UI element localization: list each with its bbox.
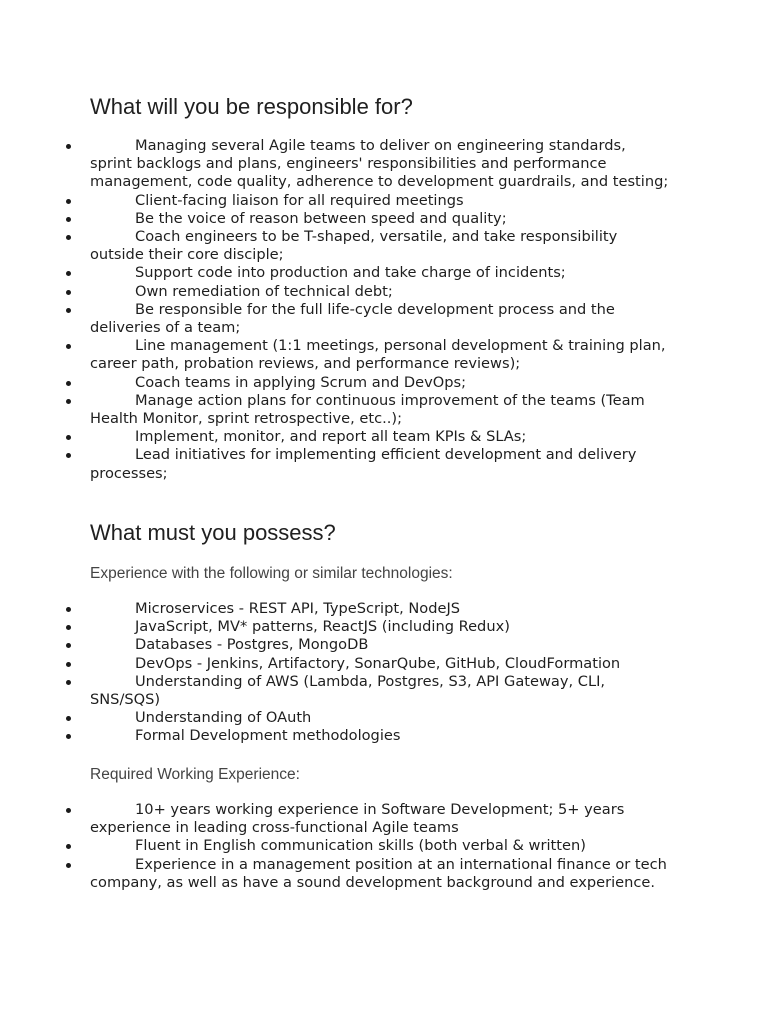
bullet-icon — [66, 290, 71, 295]
experience-list — [0, 801, 768, 892]
bullet-icon — [66, 217, 71, 222]
bullet-icon — [66, 271, 71, 276]
bullet-icon — [66, 435, 71, 440]
bullet-icon — [66, 199, 71, 204]
technologies-intro: Experience with the following or similar technologies: — [90, 565, 453, 582]
list-item: Be responsible for the full life-cycle development process and the deliveries of a team; — [0, 301, 768, 337]
list-item: Manage action plans for continuous improvement of the teams (Team Health Monitor, sprint retrospective, etc..); — [0, 392, 768, 428]
list-item: JavaScript, MV* patterns, ReactJS (including Redux) — [0, 618, 768, 636]
responsibilities-list — [0, 137, 768, 483]
bullet-icon — [66, 844, 71, 849]
list-item: Own remediation of technical debt; — [0, 283, 768, 301]
list-item: Fluent in English communication skills (both verbal & written) — [0, 837, 768, 855]
bullet-icon — [66, 716, 71, 721]
list-item: Client-facing liaison for all required meetings — [0, 192, 768, 210]
experience-intro: Required Working Experience: — [90, 766, 300, 783]
list-item: Be the voice of reason between speed and quality; — [0, 210, 768, 228]
list-item: Understanding of OAuth — [0, 709, 768, 727]
list-item: Line management (1:1 meetings, personal development & training plan, career path, probation reviews, and performance reviews); — [0, 337, 768, 373]
bullet-icon — [66, 662, 71, 667]
list-item: DevOps - Jenkins, Artifactory, SonarQube, GitHub, CloudFormation — [0, 655, 768, 673]
list-item: Databases - Postgres, MongoDB — [0, 636, 768, 654]
bullet-icon — [66, 808, 71, 813]
bullet-icon — [66, 453, 71, 458]
bullet-icon — [66, 381, 71, 386]
bullet-icon — [66, 607, 71, 612]
list-item: 10+ years working experience in Software Development; 5+ years experience in leading cross-functional Agile teams — [0, 801, 768, 837]
bullet-icon — [66, 734, 71, 739]
list-item: Microservices - REST API, TypeScript, NodeJS — [0, 600, 768, 618]
list-item: Understanding of AWS (Lambda, Postgres, S3, API Gateway, CLI, SNS/SQS) — [0, 673, 768, 709]
bullet-icon — [66, 643, 71, 648]
bullet-icon — [66, 680, 71, 685]
bullet-icon — [66, 863, 71, 868]
technologies-list — [0, 600, 768, 746]
list-item: Coach engineers to be T-shaped, versatile, and take responsibility outside their core disciple; — [0, 228, 768, 264]
responsibilities-heading: What will you be responsible for? — [90, 94, 413, 119]
list-item: Formal Development methodologies — [0, 727, 768, 745]
bullet-icon — [66, 144, 71, 149]
requirements-heading: What must you possess? — [90, 520, 336, 545]
list-item: Implement, monitor, and report all team KPIs & SLAs; — [0, 428, 768, 446]
list-item: Support code into production and take charge of incidents; — [0, 264, 768, 282]
list-item: Lead initiatives for implementing efficient development and delivery processes; — [0, 446, 768, 482]
bullet-icon — [66, 344, 71, 349]
bullet-icon — [66, 625, 71, 630]
list-item: Coach teams in applying Scrum and DevOps; — [0, 374, 768, 392]
bullet-icon — [66, 235, 71, 240]
list-item: Experience in a management position at an international finance or tech company, as well as have a sound development background and experience. — [0, 856, 768, 892]
bullet-icon — [66, 399, 71, 404]
bullet-icon — [66, 308, 71, 313]
list-item: Managing several Agile teams to deliver on engineering standards, sprint backlogs and plans, engineers' responsibilities and performance management, code quality, adherence to development guardrails, and testing; — [0, 137, 768, 192]
